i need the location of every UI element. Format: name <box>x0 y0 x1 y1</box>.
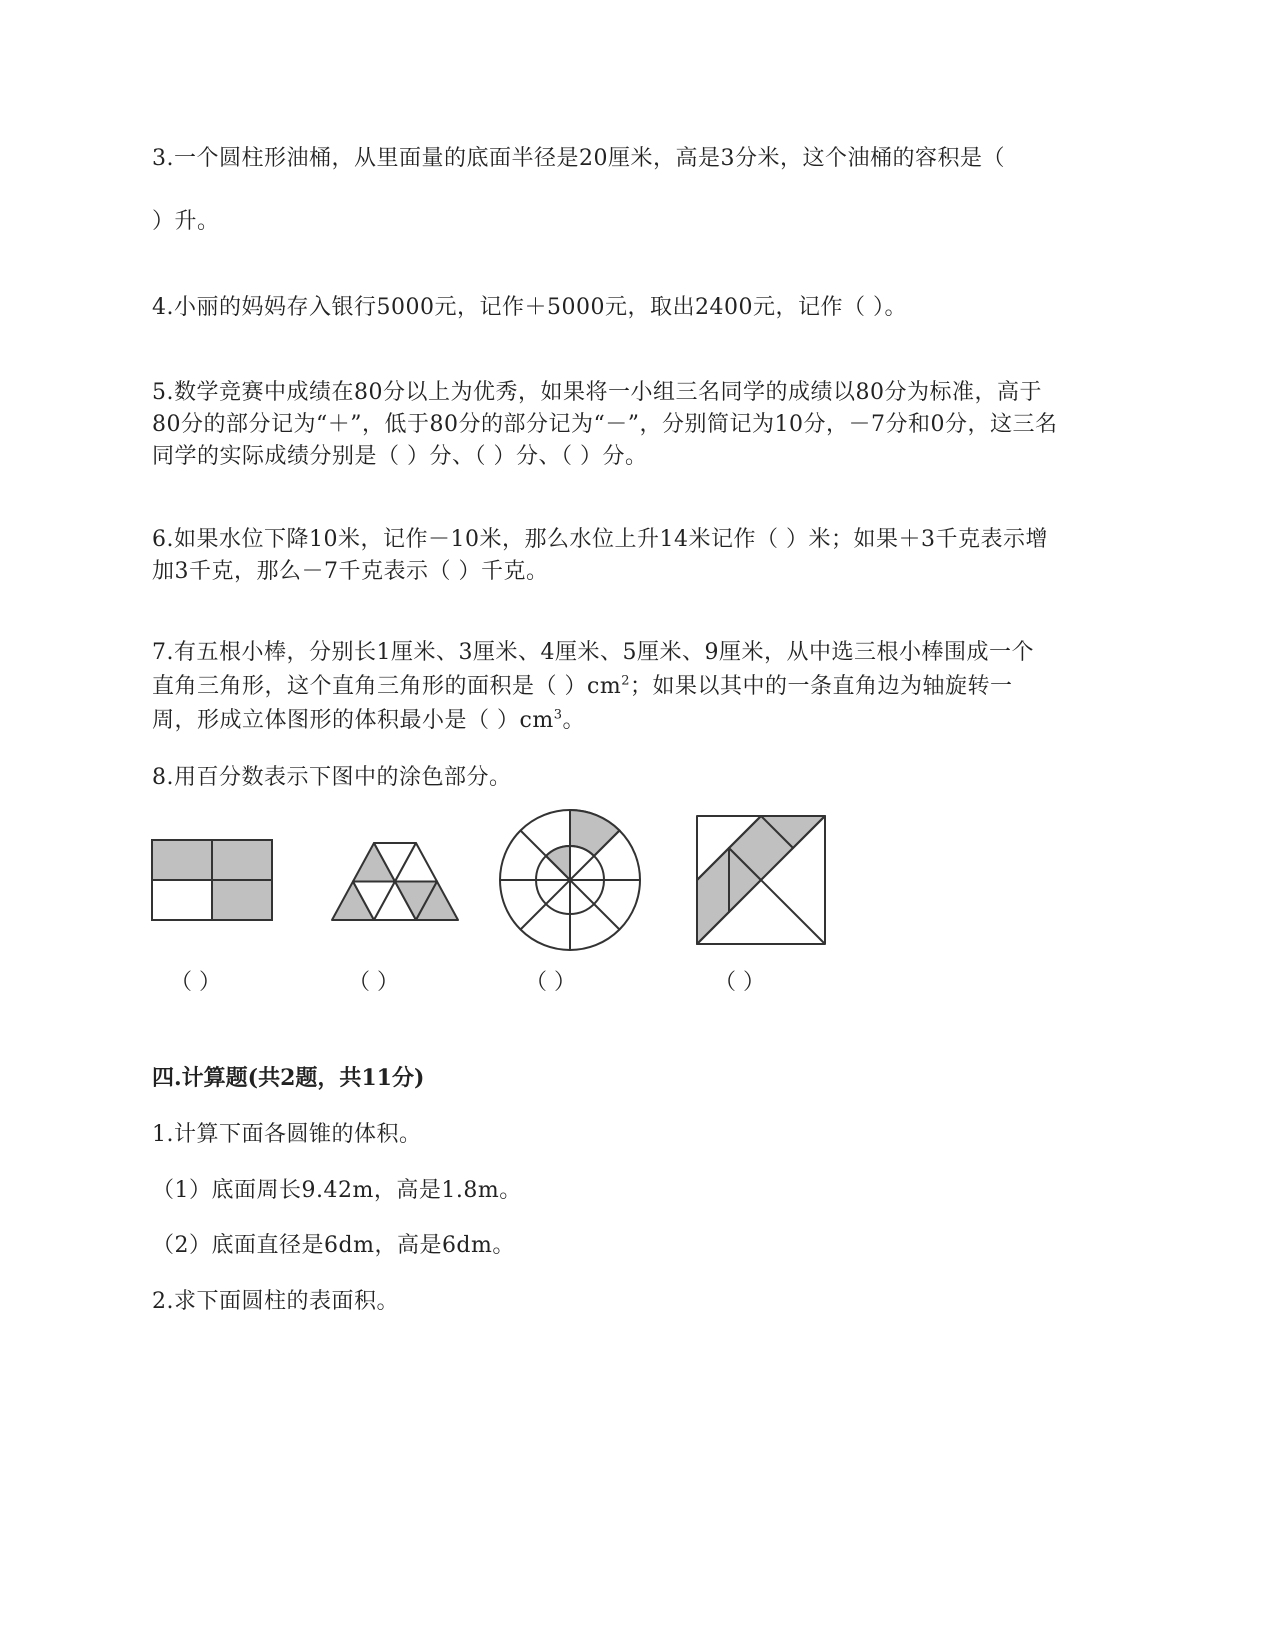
rect-cell-top-right <box>212 840 272 880</box>
tangram-inner-line-1 <box>761 880 825 944</box>
q7-line-2-text-a: 直角三角形，这个直角三角形的面积是（ ）cm <box>152 674 622 699</box>
section-4-heading: 四.计算题(共2题，共11分) <box>152 1065 425 1091</box>
q4-line-1: 4.小丽的妈妈存入银行5000元，记作＋5000元，取出2400元，记作（ ）。 <box>152 295 907 320</box>
q3-line-2: ）升。 <box>152 209 220 234</box>
q5-line-3: 同学的实际成绩分别是（ ）分、（ ）分、（ ）分。 <box>152 444 648 469</box>
figure-circle-sectors <box>498 808 642 952</box>
q6-line-2: 加3千克，那么－7千克表示（ ）千克。 <box>152 559 549 584</box>
q7-line-3-text-b: 。 <box>562 708 585 733</box>
rect-cell-bottom-right <box>212 880 272 920</box>
rect-cell-top-left <box>152 840 212 880</box>
q7-line-3-text-a: 周，形成立体图形的体积最小是（ ）cm <box>152 708 554 733</box>
figure-rectangle-quarters <box>150 838 275 922</box>
answer-blank-2[interactable]: （ ） <box>348 970 399 995</box>
figure-tangram-square <box>695 814 827 946</box>
q5-line-1: 5.数学竞赛中成绩在80分以上为优秀，如果将一小组三名同学的成绩以80分为标准，高于 <box>152 380 1042 405</box>
section-4-q1-part2: （2）底面直径是6dm，高是6dm。 <box>152 1233 515 1258</box>
section-4-q1: 1.计算下面各圆锥的体积。 <box>152 1122 422 1147</box>
answer-blank-3[interactable]: （ ） <box>525 970 576 995</box>
q7-line-2 <box>152 671 1012 703</box>
answer-blank-4[interactable]: （ ） <box>714 970 765 995</box>
section-4-q1-part1: （1）底面周长9.42m，高是1.8m。 <box>152 1178 522 1203</box>
q7-line-3 <box>152 705 585 737</box>
figure-trapezoid-triangles <box>330 840 465 922</box>
q3-line-1: 3.一个圆柱形油桶，从里面量的底面半径是20厘米，高是3分米，这个油桶的容积是（ <box>152 146 1005 171</box>
q5-line-2: 80分的部分记为“＋”，低于80分的部分记为“－”，分别简记为10分，－7分和0分，这三名 <box>152 412 1058 437</box>
q6-line-1: 6.如果水位下降10米，记作－10米，那么水位上升14米记作（ ）米；如果＋3千克表示增 <box>152 527 1048 552</box>
rect-cell-bottom-left <box>152 880 212 920</box>
q7-line-3-superscript: 3 <box>553 707 563 723</box>
q7-line-2-superscript: 2 <box>621 673 630 689</box>
q7-line-2-text-b: ；如果以其中的一条直角边为轴旋转一 <box>629 674 1013 699</box>
section-4-q2: 2.求下面圆柱的表面积。 <box>152 1289 399 1314</box>
answer-blank-1[interactable]: （ ） <box>170 970 221 995</box>
tangram-shaded-parallelogram <box>697 848 729 944</box>
q8-line-1: 8.用百分数表示下图中的涂色部分。 <box>152 765 512 790</box>
q7-line-1: 7.有五根小棒，分别长1厘米、3厘米、4厘米、5厘米、9厘米，从中选三根小棒围成一个 <box>152 640 1034 665</box>
